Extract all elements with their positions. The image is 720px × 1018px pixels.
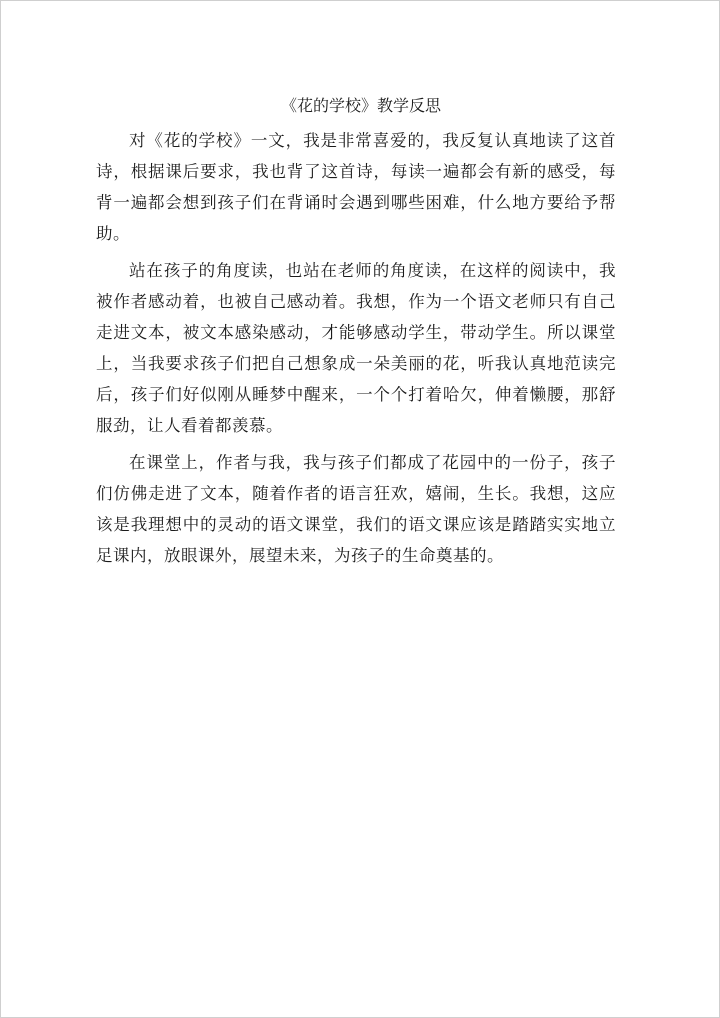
paragraph-2: 站在孩子的角度读，也站在老师的角度读，在这样的阅读中，我被作者感动着，也被自己感动着。我想，作为一个语文老师只有自己走进文本，被文本感染感动，才能够感动学生，带动学生。所以课堂上，当我要求孩子们把自己想象成一朵美丽的花，听我认真地范读完后，孩子们好似刚从睡梦中醒来，一个个打着哈欠，伸着懒腰，那舒服劲，让人看着都羡慕。 (96, 261, 616, 435)
document-title: 《花的学校》教学反思 (280, 96, 441, 115)
paragraph-1: 对《花的学校》一文，我是非常喜爱的，我反复认真地读了这首诗，根据课后要求，我也背了这首诗，每读一遍都会有新的感受，每背一遍都会想到孩子们在背诵时会遇到哪些困难，什么地方要给予帮助。 (96, 131, 616, 243)
document-body (96, 93, 616, 577)
paragraph-3: 在课堂上，作者与我，我与孩子们都成了花园中的一份子，孩子们仿佛走进了文本，随着作者的语言狂欢，嬉闹，生长。我想，这应该是我理想中的灵动的语文课堂，我们的语文课应该是踏踏实实地立足课内，放眼课外，展望未来，为孩子的生命奠基的。 (96, 453, 616, 565)
